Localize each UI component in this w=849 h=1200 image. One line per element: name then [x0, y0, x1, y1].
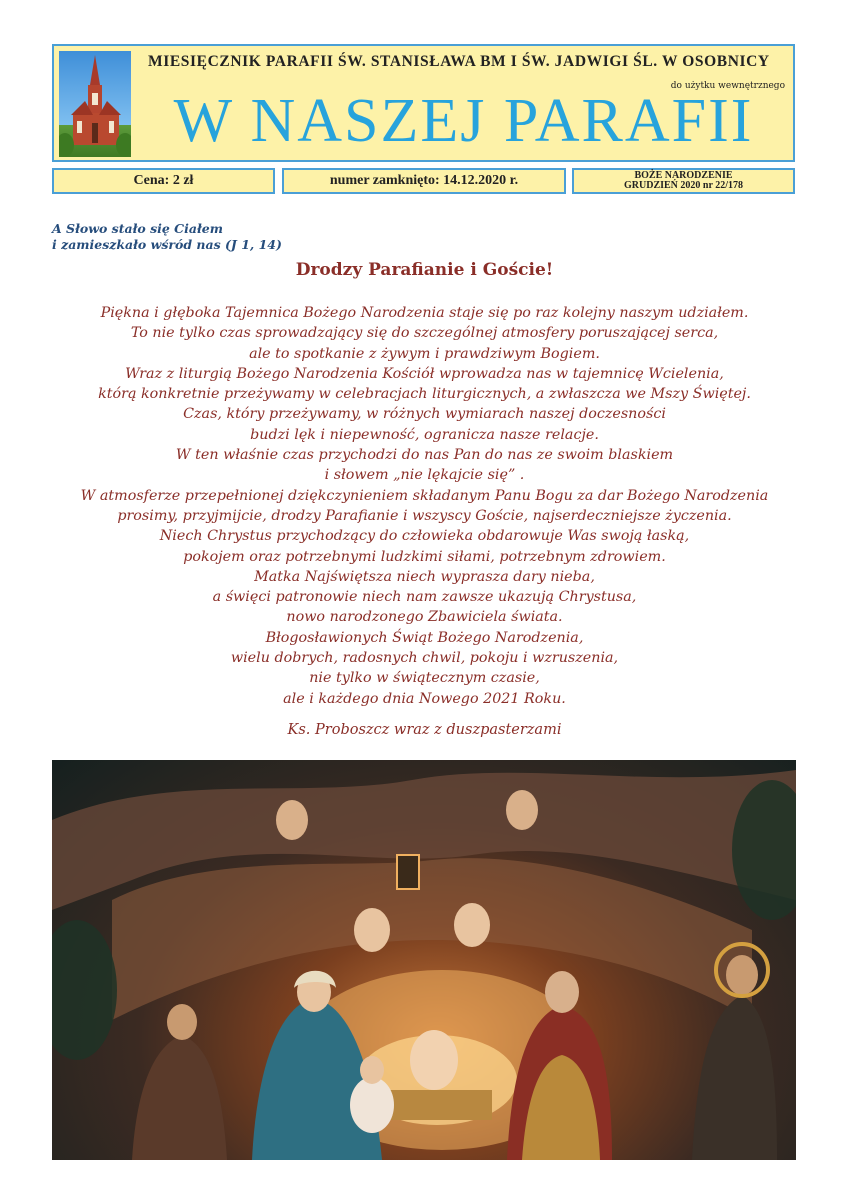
letter-line: Matka Najświętsza niech wyprasza dary nieba,	[254, 568, 595, 585]
letter-line: a święci patronowie niech nam zawsze ukazują Chrystusa,	[212, 589, 637, 606]
christmas-letter	[0, 303, 849, 709]
usage-note: do użytku wewnętrznego	[670, 81, 785, 91]
letter-line: Wraz z liturgią Bożego Narodzenia Kościół wprowadza nas w tajemnicę Wcielenia,	[125, 365, 724, 382]
letter-line: wielu dobrych, radosnych chwil, pokoju i wzruszenia,	[230, 650, 619, 667]
price-box: Cena: 2 zł	[52, 168, 275, 194]
letter-line: W atmosferze przepełnionej dziękczynieniem składanym Panu Bogu za dar Bożego Narodzenia	[80, 487, 769, 504]
letter-line: W ten właśnie czas przychodzi do nas Pan do nas ze swoim blaskiem	[175, 447, 674, 464]
issue-closed-box: numer zamknięto: 14.12.2020 r.	[282, 168, 566, 194]
motto-line-2: i zamieszkało wśród nas (J 1, 14)	[52, 237, 282, 252]
greeting-heading: Drodzy Parafianie i Goście!	[295, 260, 554, 280]
signature: Ks. Proboszcz wraz z duszpasterzami	[287, 722, 562, 738]
letter-line: nie tylko w świątecznym czasie,	[309, 670, 540, 687]
letter-line: i słowem „nie lękajcie się” .	[324, 467, 525, 484]
newsletter-subtitle: MIESIĘCZNIK PARAFII ŚW. STANISŁAWA BM I ŚW. JADWIGI ŚL. W OSOBNICY	[148, 53, 770, 70]
letter-line: ale to spotkanie z żywym i prawdziwym Bogiem.	[249, 345, 600, 362]
letter-line: nowo narodzonego Zbawiciela świata.	[286, 609, 563, 626]
edition-issue: GRUDZIEŃ 2020 nr 22/178	[624, 180, 743, 191]
edition-box	[572, 168, 795, 194]
letter-line: Niech Chrystus przychodzący do człowieka obdarowuje Was swoją łaską,	[159, 528, 690, 545]
letter-line: którą konkretnie przeżywamy w celebracjach liturgicznych, a zwłaszcza we Mszy Świętej.	[98, 386, 751, 403]
nativity-scene-image	[52, 760, 796, 1160]
letter-line: Piękna i głęboka Tajemnica Bożego Narodzenia staje się po raz kolejny naszym udziałem.	[100, 305, 749, 321]
letter-line: budzi lęk i niepewność, ogranicza nasze relacje.	[250, 426, 599, 443]
letter-line: prosimy, przyjmijcie, drodzy Parafianie i wszyscy Goście, najserdeczniejsze życzenia.	[117, 507, 732, 524]
letter-line: To nie tylko czas sprowadzający się do szczególnej atmosfery poruszającej serca,	[130, 325, 719, 342]
edition-season: BOŻE NARODZENIE	[634, 170, 733, 181]
scripture-motto	[52, 221, 282, 253]
newsletter-title: W NASZEJ PARAFII	[173, 87, 754, 155]
masthead	[52, 44, 795, 162]
motto-line-1: A Słowo stało się Ciałem	[52, 221, 223, 236]
letter-line: Czas, który przeżywamy, w różnych wymiarach naszej doczesności	[183, 406, 666, 423]
letter-line: Błogosławionych Świąt Bożego Narodzenia,	[265, 629, 584, 646]
letter-line: ale i każdego dnia Nowego 2021 Roku.	[283, 690, 566, 707]
church-photo	[59, 51, 131, 157]
letter-line: pokojem oraz potrzebnymi ludzkimi siłami, potrzebnym zdrowiem.	[183, 548, 666, 565]
